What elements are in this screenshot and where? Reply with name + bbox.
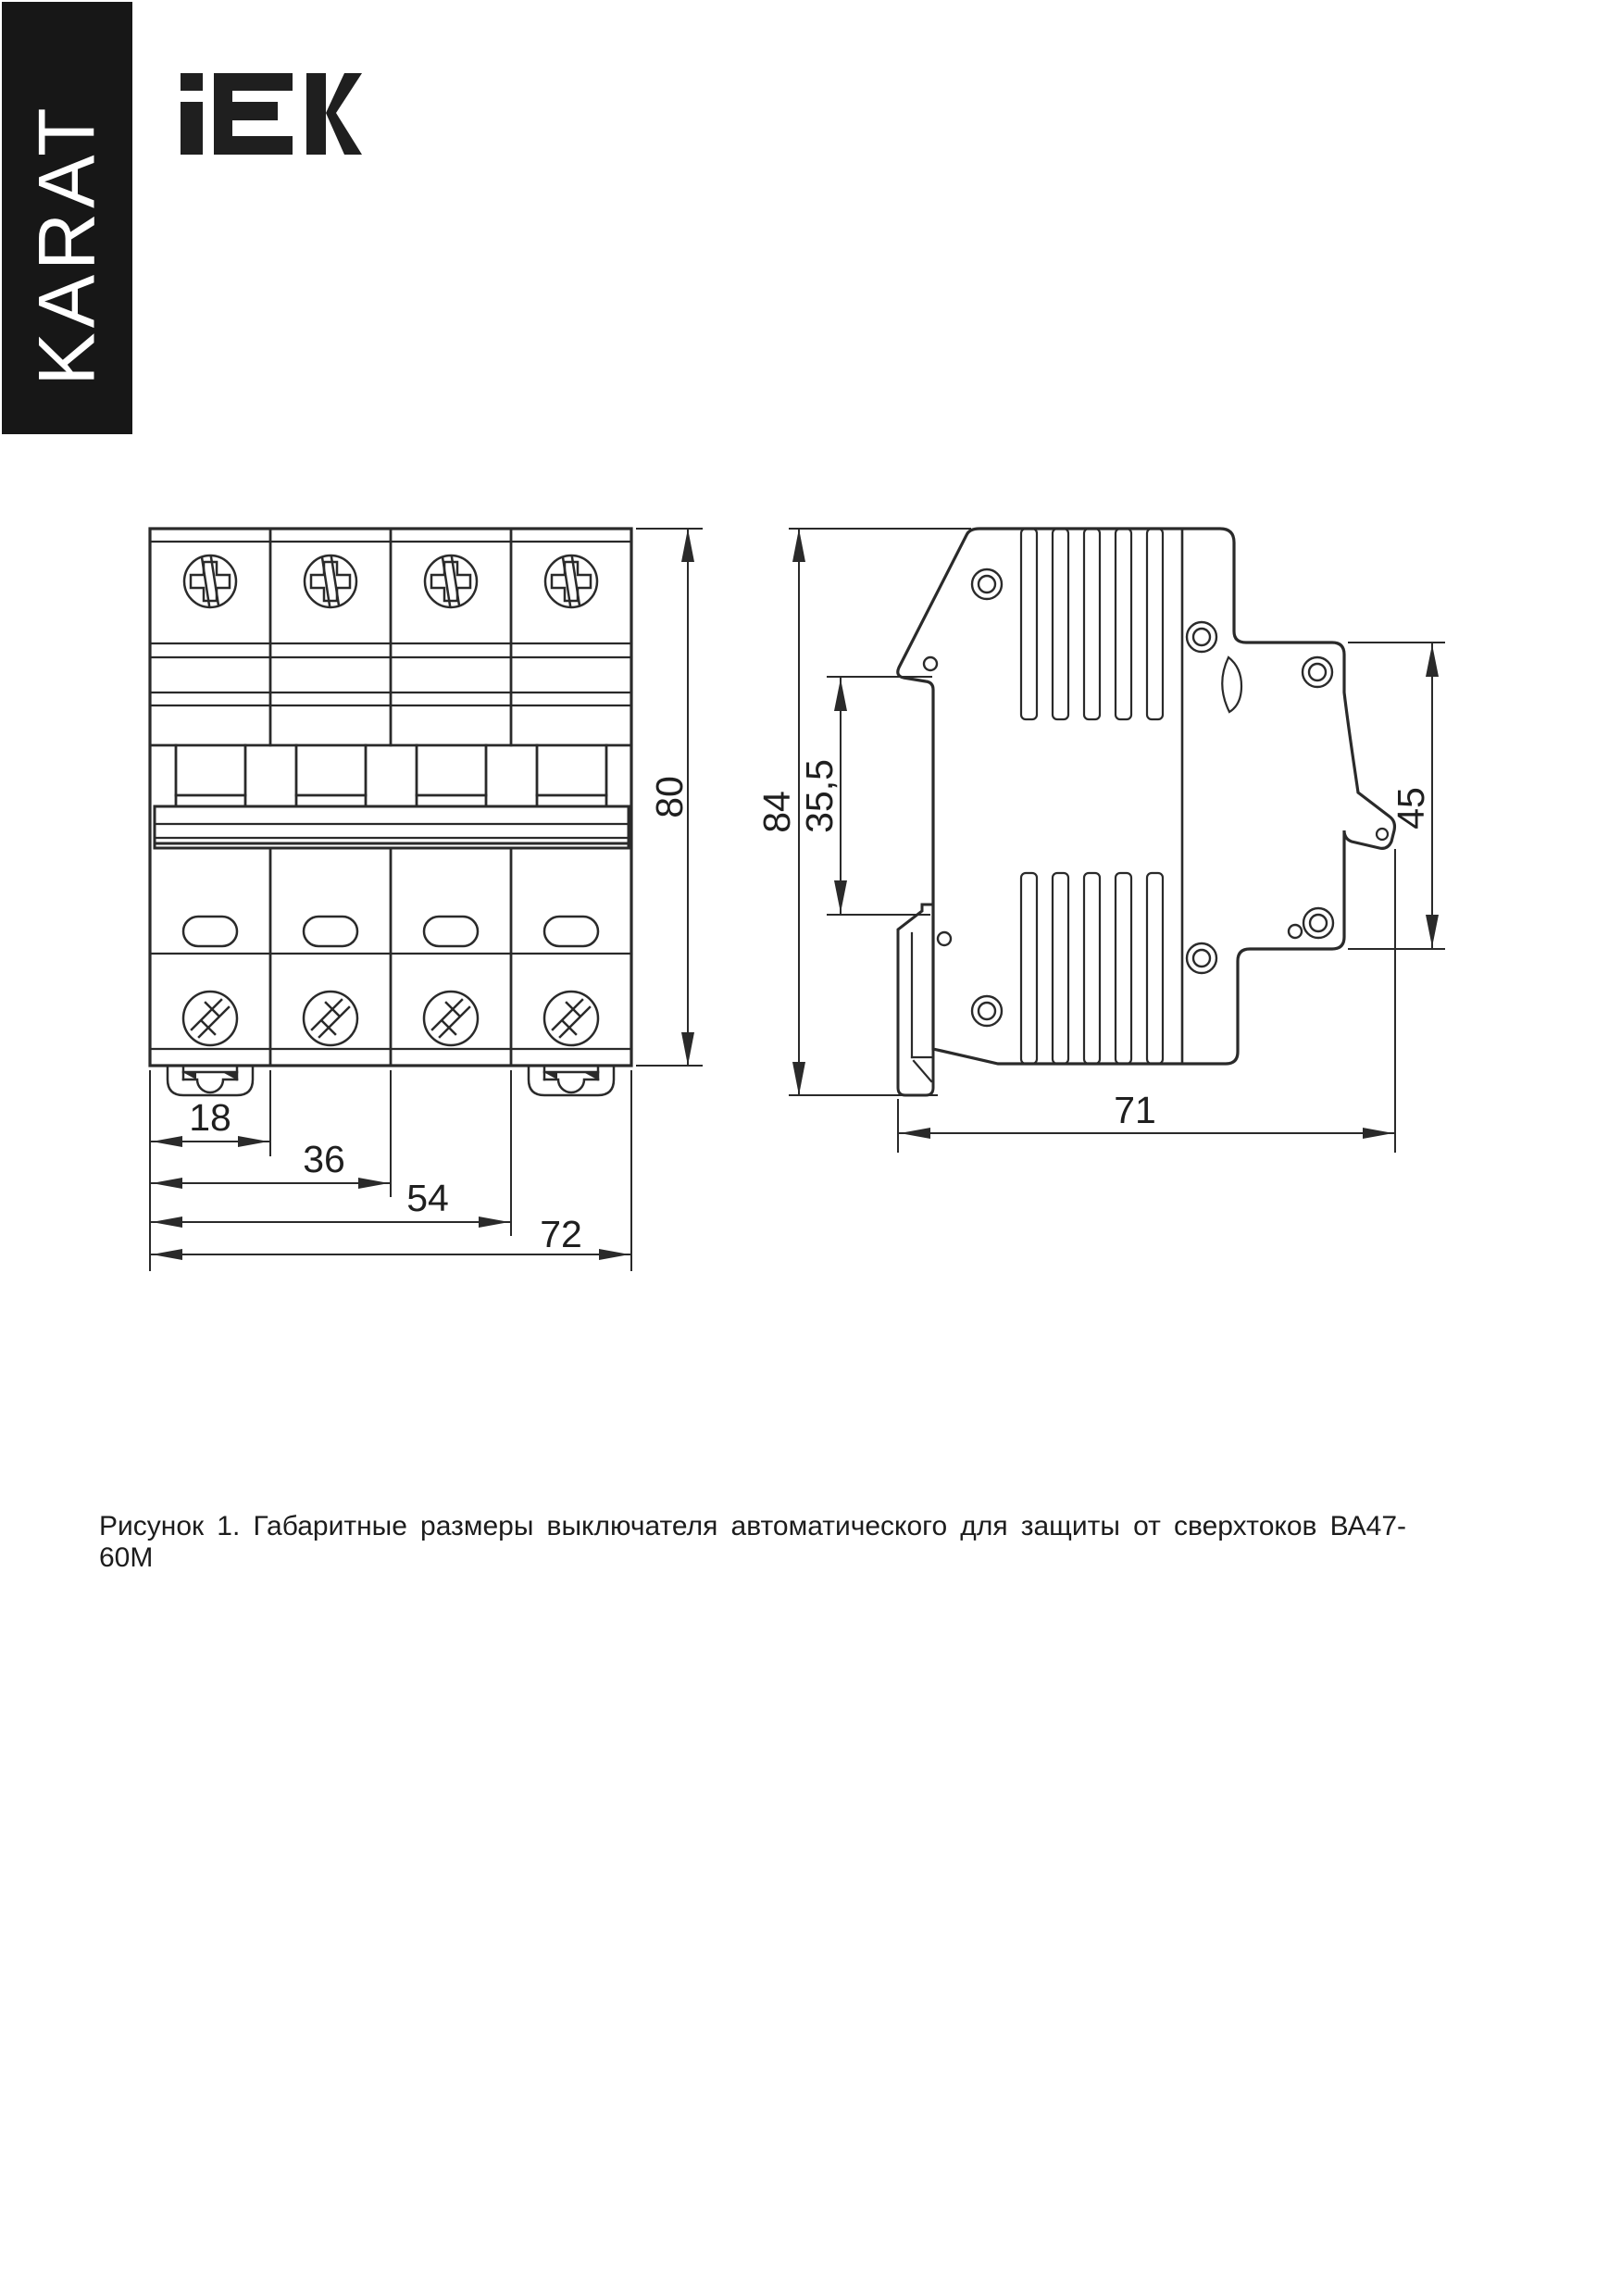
dim-label-72: 72 [540,1213,582,1255]
interlock-bar [155,806,629,848]
dim-label-54: 54 [406,1177,449,1219]
dim-label-45: 45 [1390,787,1432,830]
dim-label-84: 84 [755,791,798,833]
karat-label: KARAT [22,102,111,386]
dim-label-36: 36 [303,1138,345,1180]
dim-label-35-5: 35,5 [798,759,841,833]
side-din-clip [898,905,933,1095]
figure-caption: Рисунок 1. Габаритные размеры выключателя автоматического для защиты от сверхтоков ВА47-60М [99,1511,1406,1573]
dim-din-window [828,677,931,915]
front-view [150,529,702,1270]
iek-logo [181,73,362,155]
dim-label-71: 71 [1114,1089,1156,1131]
dim-label-80: 80 [648,776,691,818]
dim-label-18: 18 [189,1096,231,1139]
side-view [790,529,1444,1152]
